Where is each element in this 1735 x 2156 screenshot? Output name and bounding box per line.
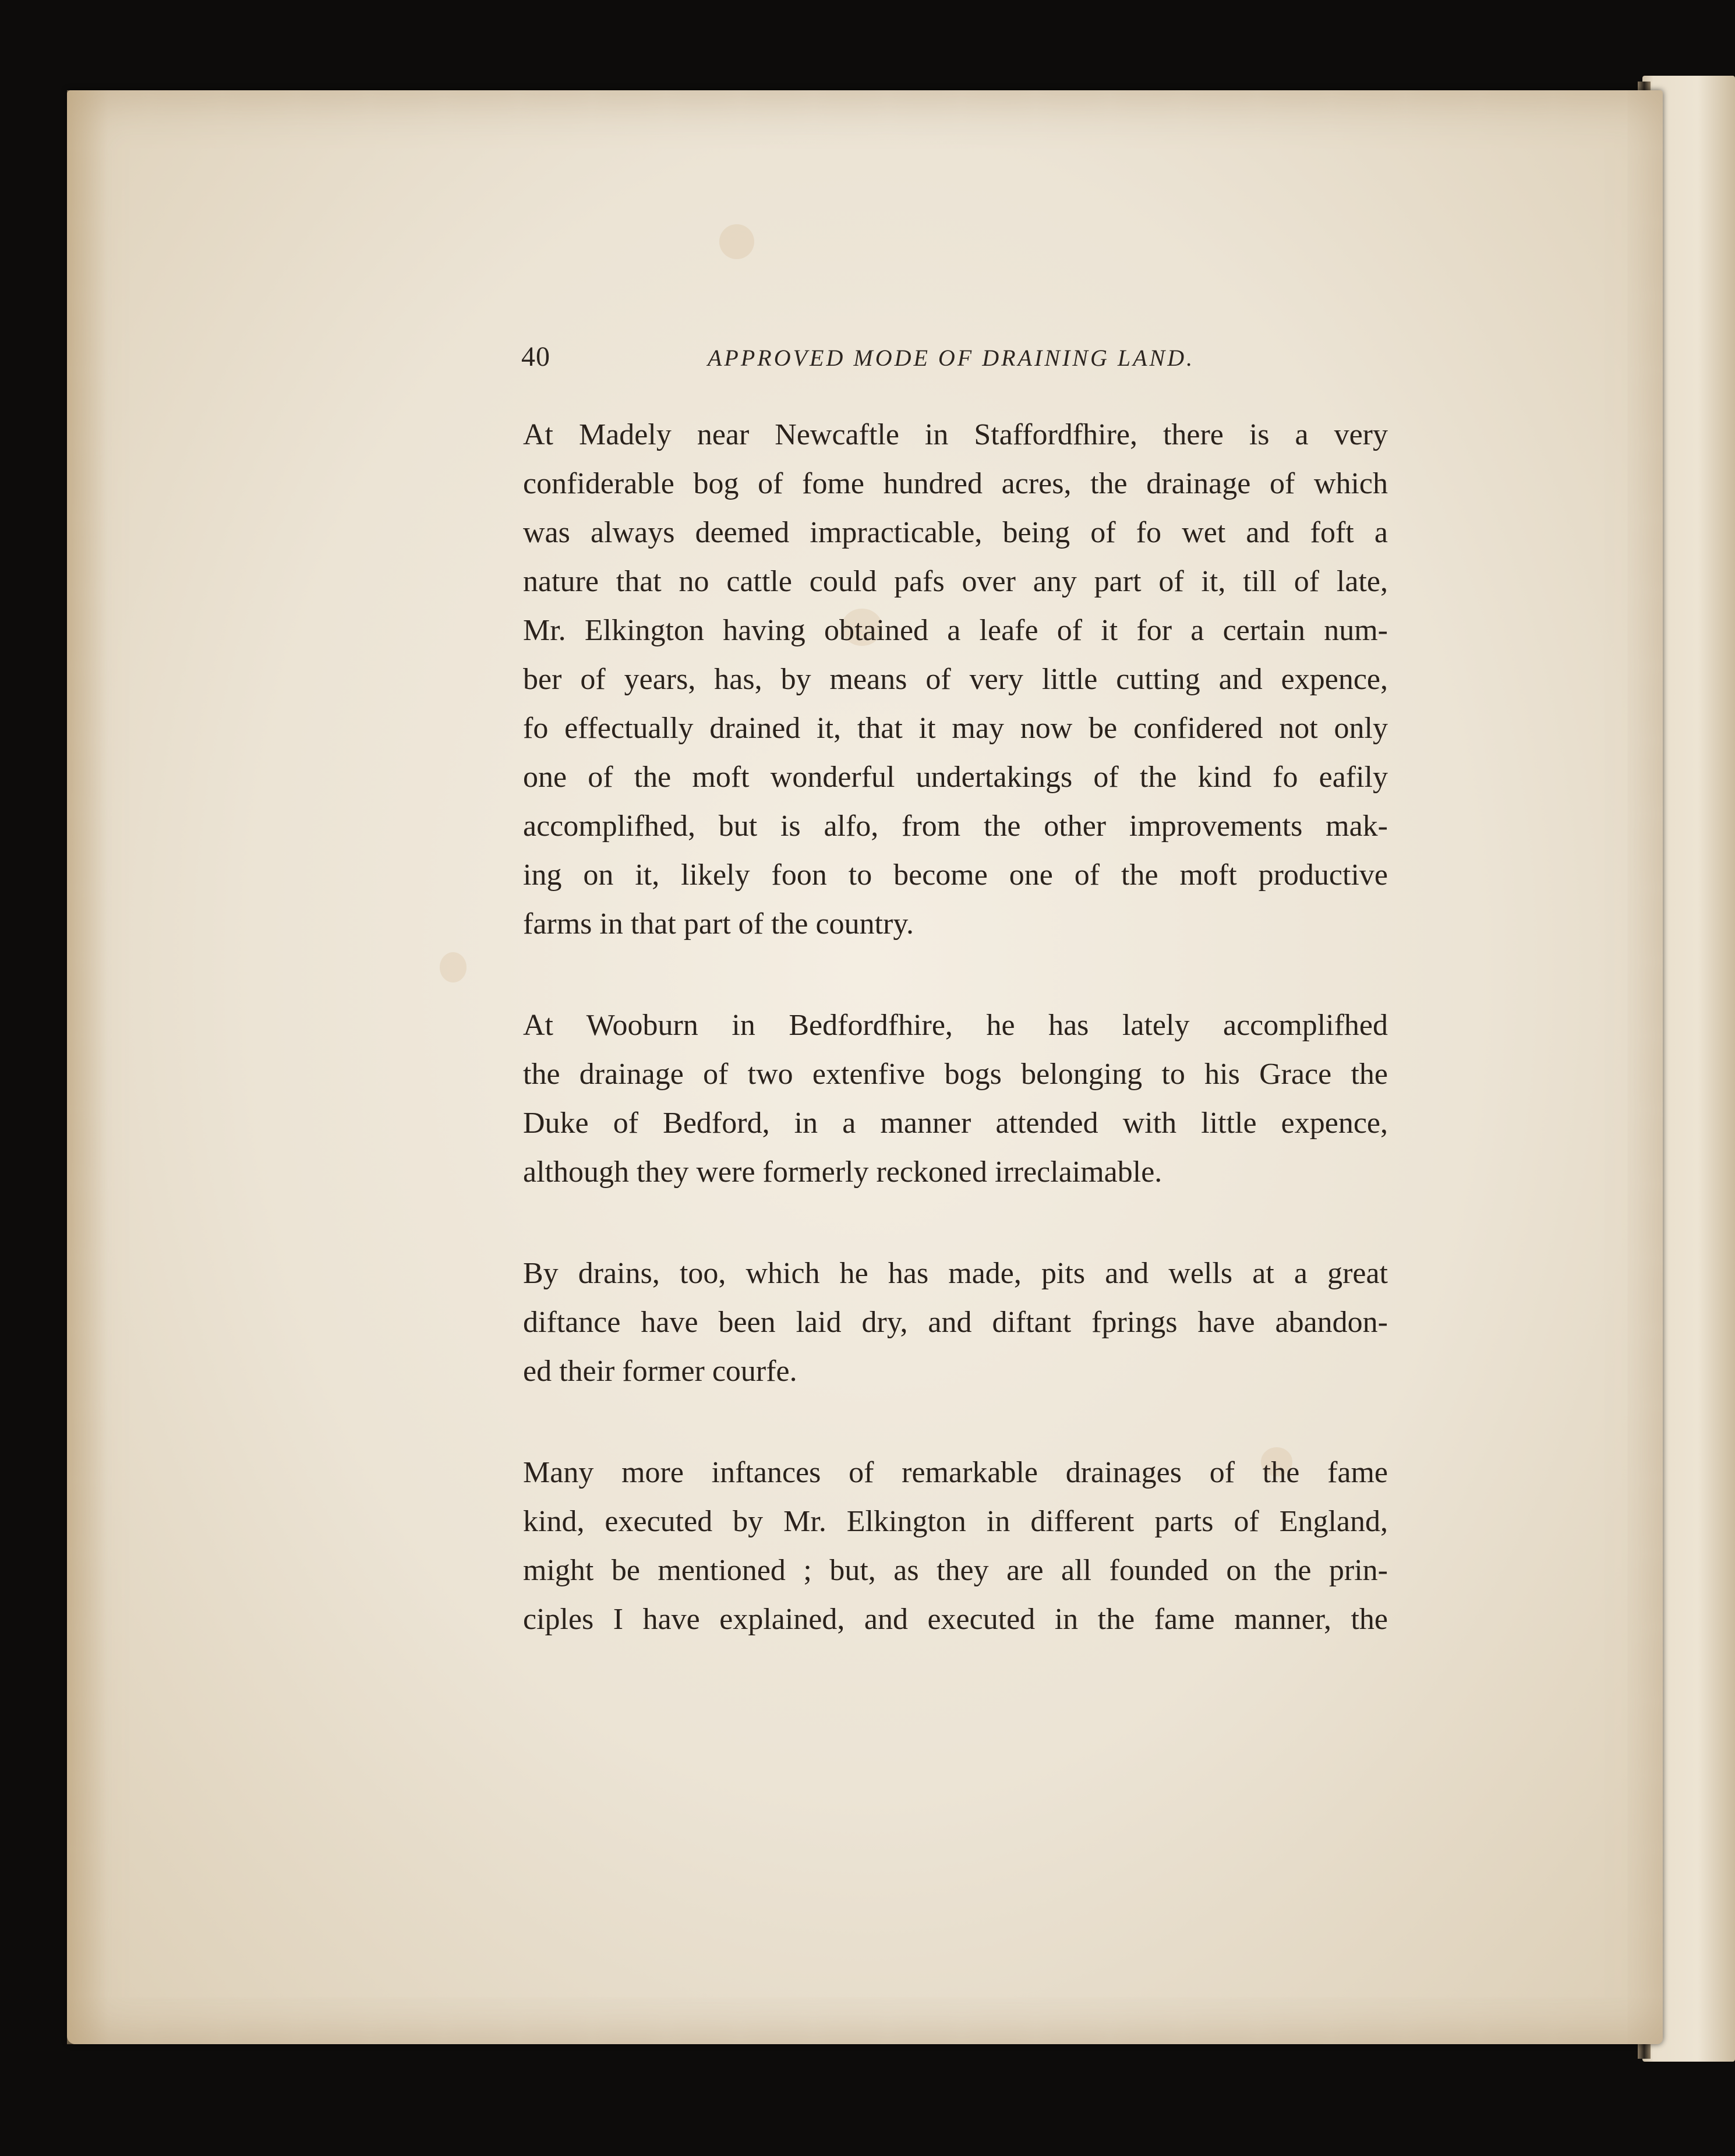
- text-line: one of the moft wonderful undertakings of the kind fo eafily: [523, 761, 1388, 794]
- text-line: By drains, too, which he has made, pits and wells at a great: [523, 1257, 1388, 1290]
- text-line: accomplifhed, but is alfo, from the other improvements mak-: [523, 810, 1388, 843]
- text-line: farms in that part of the country.: [523, 907, 914, 941]
- foxing-spot: [719, 224, 754, 259]
- paragraph-3: [523, 1249, 1388, 1396]
- text-line: Mr. Elkington having obtained a leafe of it for a certain num-: [523, 614, 1388, 647]
- text-line: Duke of Bedford, in a manner attended with little expence,: [523, 1107, 1388, 1140]
- page-header: [521, 341, 1389, 381]
- text-line: kind, executed by Mr. Elkington in different parts of England,: [523, 1505, 1388, 1538]
- text-line: nature that no cattle could pafs over any part of it, till of late,: [523, 565, 1388, 598]
- paragraph-2: [523, 1001, 1388, 1197]
- text-line: the drainage of two extenfive bogs belonging to his Grace the: [523, 1058, 1388, 1091]
- text-line: ed their former courfe.: [523, 1355, 797, 1388]
- paragraph-4: [523, 1448, 1388, 1644]
- page-number: 40: [521, 341, 550, 372]
- foxing-spot: [440, 952, 467, 982]
- text-line: At Madely near Newcaftle in Staffordfhire, there is a very: [523, 418, 1388, 451]
- text-line: although they were formerly reckoned irreclaimable.: [523, 1155, 1162, 1189]
- paragraph-1: [523, 411, 1388, 949]
- text-line: confiderable bog of fome hundred acres, the drainage of which: [523, 467, 1388, 500]
- running-title: APPROVED MODE OF DRAINING LAND.: [708, 345, 1195, 371]
- text-line: fo effectually drained it, that it may now be confidered not only: [523, 712, 1388, 745]
- text-line: ing on it, likely foon to become one of the moft productive: [523, 858, 1388, 892]
- text-line: At Wooburn in Bedfordfhire, he has lately accomplifhed: [523, 1009, 1388, 1042]
- body-text: [523, 411, 1388, 1696]
- text-line: might be mentioned ; but, as they are all founded on the prin-: [523, 1554, 1388, 1587]
- text-line: ciples I have explained, and executed in the fame manner, the: [523, 1603, 1388, 1636]
- text-line: was always deemed impracticable, being of fo wet and foft a: [523, 516, 1388, 549]
- text-line: Many more inftances of remarkable drainages of the fame: [523, 1456, 1388, 1489]
- text-line: diftance have been laid dry, and diftant fprings have abandon-: [523, 1306, 1388, 1339]
- text-line: ber of years, has, by means of very little cutting and expence,: [523, 663, 1388, 696]
